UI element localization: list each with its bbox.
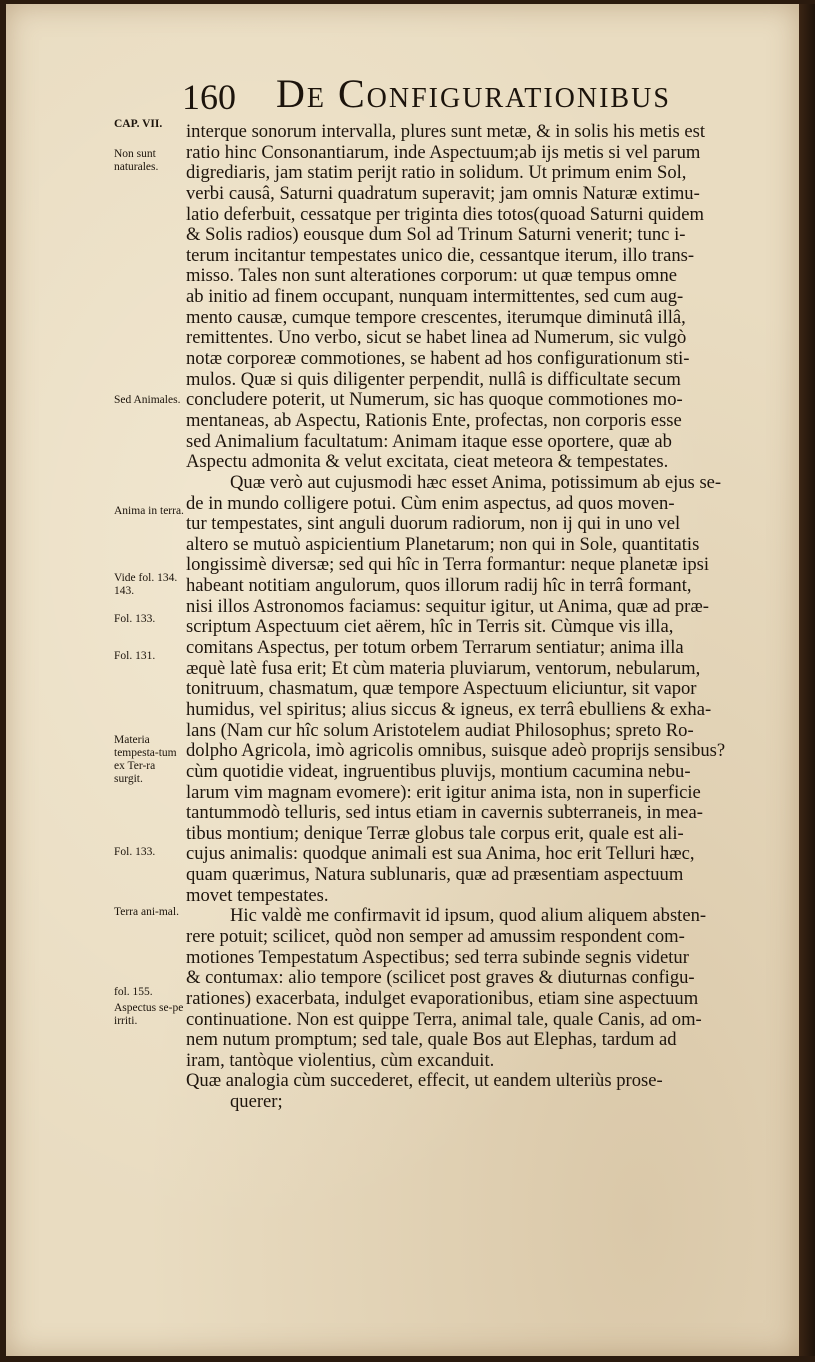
text-line: & Solis radios) eousque dum Sol ad Trinum Saturni venerit; tunc i- <box>186 224 686 246</box>
margin-note: Fol. 133. <box>114 613 156 625</box>
text-line: Hic valdè me confirmavit id ipsum, quod alium aliquem absten- <box>230 905 707 927</box>
text-line: motiones Tempestatum Aspectibus; sed terra subinde segnis videtur <box>186 946 689 968</box>
text-line: dolpho Agricola, imò agricolis omnibus, suisque adeò proprijs sensibus? <box>186 740 726 762</box>
margin-note: Non sunt naturales. <box>114 148 159 173</box>
page-header <box>178 66 738 116</box>
catchword <box>186 1113 780 1134</box>
text-line: Quæ analogia cùm succederet, effecit, ut eandem ulteriùs prose- <box>186 1070 663 1092</box>
text-line: rere potuit; scilicet, quòd non semper ad amussim respondent com- <box>186 925 685 947</box>
text-line: continuatione. Non est quippe Terra, animal tale, quale Canis, ad om- <box>186 1008 702 1030</box>
text-line: querer; <box>230 1091 283 1113</box>
text-line: lans (Nam cur hîc solum Aristotelem audiat Philosophus; spreto Ro- <box>186 719 694 741</box>
text-line: nem nutum promptum; sed tale, quale Bos aut Elephas, tardum ad <box>186 1029 677 1051</box>
text-line: Aspectu admonita & velut excitata, cieat meteora & tempestates. <box>186 451 669 473</box>
margin-note: Vide fol. 134. 143. <box>114 572 178 597</box>
text-line: misso. Tales non sunt alterationes corporum: ut quæ tempus omne <box>186 265 678 287</box>
text-line: comitans Aspectus, per totum orbem Terrarum sentiatur; anima illa <box>186 637 684 659</box>
margin-note: Anima in terra. <box>114 505 184 517</box>
margin-note: Sed Animales. <box>114 394 181 406</box>
text-line: digrediaris, jam statim perijt ratio in solidum. Ut primum enim Sol, <box>186 162 687 184</box>
text-line: de in mundo colligere potui. Cùm enim aspectus, ad quos moven- <box>186 492 675 514</box>
margin-note: Aspectus se-pe irriti. <box>114 1002 184 1027</box>
text-line: humidus, vel spiritus; alius siccus & igneus, ex terrâ ebulliens & exha- <box>186 698 712 720</box>
text-line: tonitruum, chasmatum, quæ tempore Aspectuum eliciuntur, sit vapor <box>186 678 697 700</box>
text-line: remittentes. Uno verbo, sicut se habet linea ad Numerum, sic vulgò <box>186 327 687 349</box>
text-line: ratio hinc Consonantiarum, inde Aspectuum;ab ijs metis si vel parum <box>186 141 701 163</box>
running-title: De Configurationibus <box>276 71 671 116</box>
text-line: ab initio ad finem occupant, nunquam intermittentes, sed cum aug- <box>186 286 684 308</box>
text-line: terum incitantur tempestates unico die, cessantque iterum, illo trans- <box>186 244 695 266</box>
margin-note: fol. 155. <box>114 986 153 998</box>
body-text <box>186 122 780 1133</box>
text-line: latio deferbuit, cessatque per triginta dies totos(quoad Saturni quidem <box>186 203 704 225</box>
margin-note: Fol. 131. <box>114 650 156 662</box>
text-line: mentaneas, ab Aspectu, Rationis Ente, profectas, non corporis esse <box>186 409 682 431</box>
text-line: sed Animalium facultatum: Animam itaque esse oportere, quæ ab <box>186 430 672 452</box>
text-line: cùm quotidie videat, ingruentibus pluvijs, montium cacumina nebu- <box>186 760 691 782</box>
text-line: verbi causâ, Saturni quadratum superavit; jam omnis Naturæ extimu- <box>186 182 700 204</box>
text-line: quam quærimus, Natura sublunaris, quæ ad præsentiam aspectuum <box>186 864 684 886</box>
text-line: longissimè diversæ; sed qui hîc in Terra formantur: neque planetæ ipsi <box>186 554 710 576</box>
margin-note: Materia tempesta-tum ex Ter-ra surgit. <box>114 734 177 785</box>
text-line: altero se mutuò aspicientium Planetarum; non qui in Sole, quantitatis <box>186 533 700 555</box>
text-line: & contumax: alio tempore (scilicet post graves & diuturnas configu- <box>186 967 695 989</box>
page-edge <box>799 4 815 1356</box>
text-line: nisi illos Astronomos faciamus: sequitur igitur, ut Anima, quæ ad præ- <box>186 595 709 617</box>
text-line: habeant notitiam angulorum, quos illorum radij hîc in terrâ formant, <box>186 575 692 597</box>
text-line: notæ corporeæ commotiones, se habent ad hos configurationum sti- <box>186 348 690 370</box>
text-line: scriptum Aspectuum ciet aërem, hîc in Terris sit. Cùmque vis illa, <box>186 616 674 638</box>
text-line: larum vim magnam evomere): erit igitur anima ista, non in superficie <box>186 781 701 803</box>
text-line: tantummodò telluris, sed intus etiam in cavernis subterraneis, in mea- <box>186 802 703 824</box>
book-page <box>6 4 799 1356</box>
text-line: æquè latè fusa erit; Et cùm materia pluviarum, ventorum, nebularum, <box>186 657 701 679</box>
text-line: interque sonorum intervalla, plures sunt metæ, & in solis his metis est <box>186 121 706 142</box>
text-line: rationes) exacerbata, indulget evaporationibus, etiam sine aspectuum <box>186 987 699 1009</box>
text-line: tibus montium; denique Terræ globus tale corpus erit, quale est ali- <box>186 822 684 844</box>
margin-note: Fol. 133. <box>114 846 156 858</box>
text-line: mulos. Quæ si quis diligenter perpendit, nullâ is difficultate secum <box>186 368 681 390</box>
text-line: Quæ verò aut cujusmodi hæc esset Anima, potissimum ab ejus se- <box>230 471 722 493</box>
margin-note: Terra ani-mal. <box>114 906 179 918</box>
text-line: iram, tantòque violentius, cùm excanduit. <box>186 1049 495 1071</box>
text-line: mento causæ, cumque tempore crescentes, iterumque diminutâ illâ, <box>186 306 686 328</box>
text-line: movet tempestates. <box>186 884 329 906</box>
text-line: tur tempestates, sint anguli duorum radiorum, non ij qui in uno vel <box>186 513 681 535</box>
page-number: 160 <box>182 77 236 117</box>
text-line: cujus animalis: quodque animali est sua Anima, hoc erit Telluri hæc, <box>186 843 695 865</box>
margin-note-chapter: CAP. VII. <box>114 118 163 130</box>
text-line: concludere poterit, ut Numerum, sic has quoque commotiones mo- <box>186 389 683 411</box>
